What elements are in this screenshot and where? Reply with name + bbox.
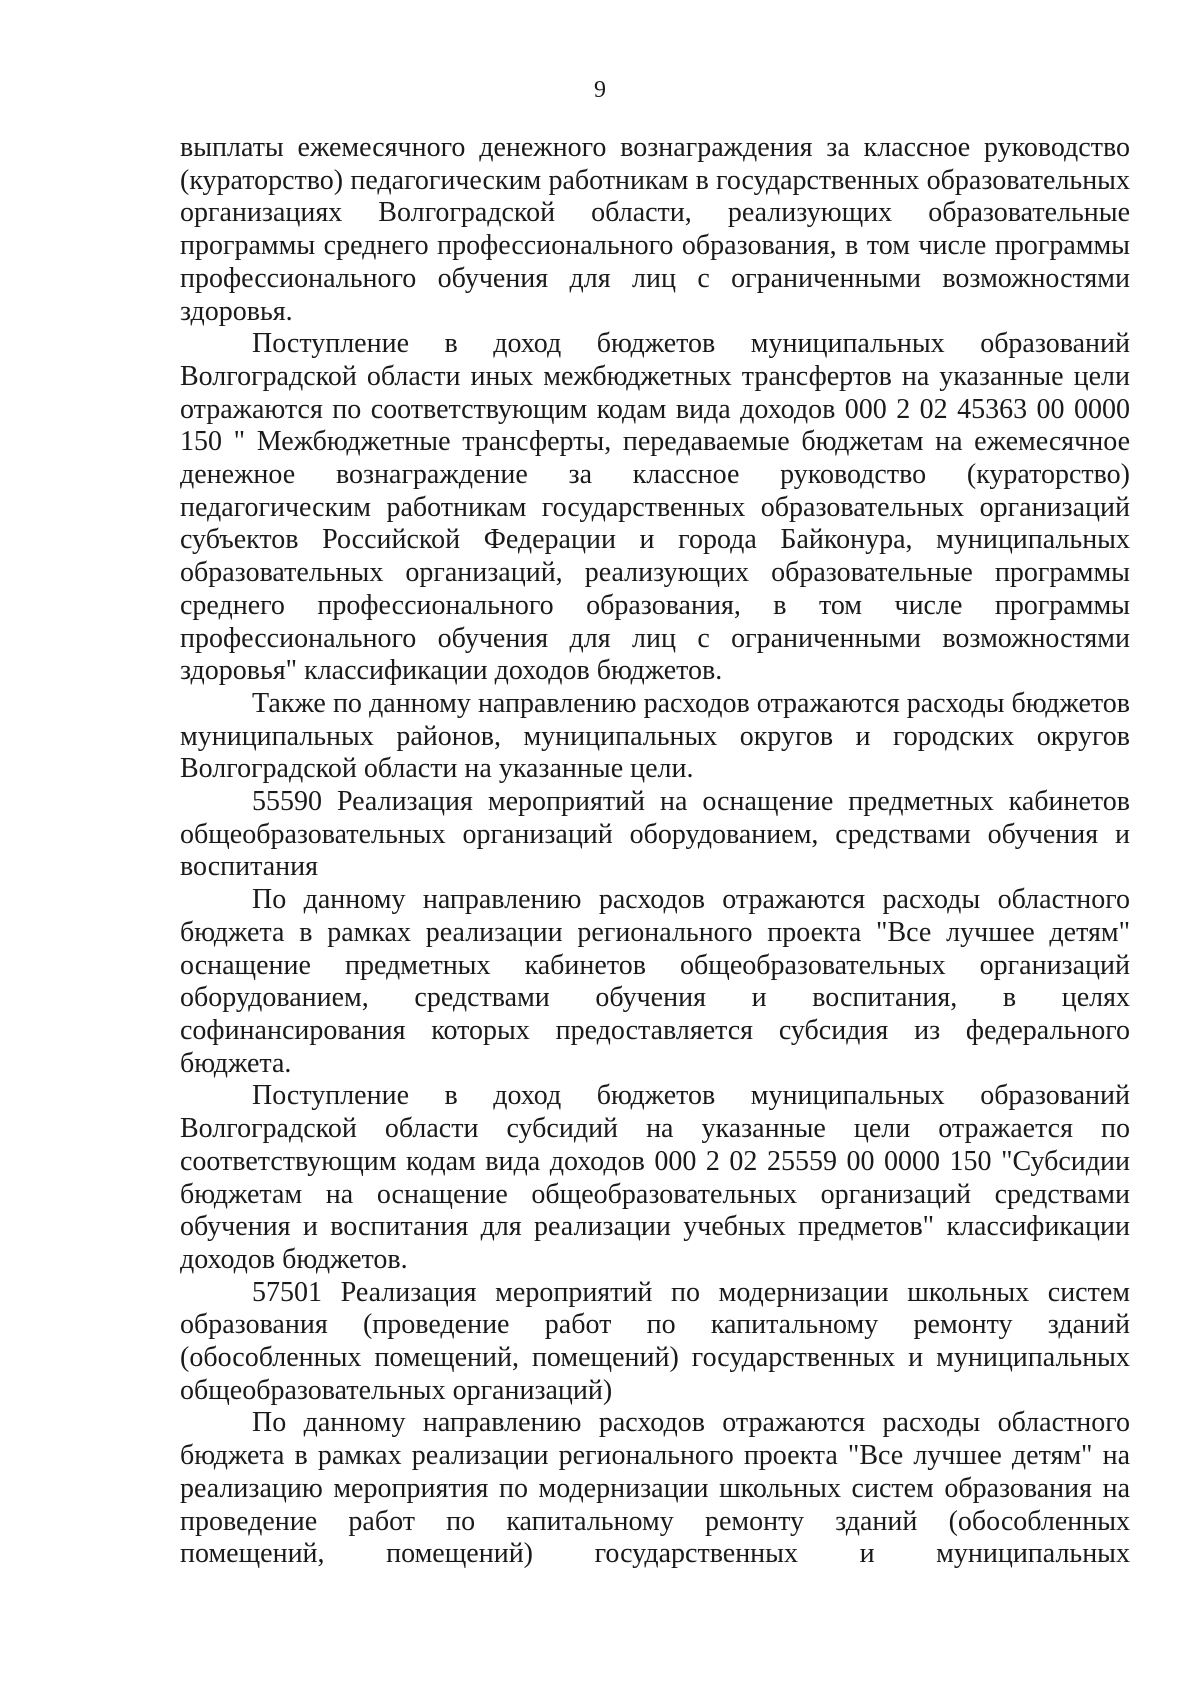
- paragraph-income-transfers-45363: Поступление в доход бюджетов муниципальных образований Волгоградской области иных межбюджетных трансфертов на указанные цели отражаются по соответствующим кодам вида доходов 000 2 02 45363 00 0000 150 " Межбюджетные трансферты, передаваемые бюджетам на ежемесячное денежное вознаграждение за классное руководство (кураторство) педагогическим работникам государственных образовательных организаций субъектов Российской Федерации и города Байконура, муниципальных образовательных организаций, реализующих образовательные программы среднего профессионального образования, в том числе программы профессионального обучения для лиц с ограниченными возможностями здоровья" классификации доходов бюджетов.: [180, 328, 1130, 687]
- paragraph-55590-description: По данному направлению расходов отражаются расходы областного бюджета в рамках реализации регионального проекта "Все лучшее детям" оснащение предметных кабинетов общеобразовательных организаций оборудованием, средствами обучения и воспитания, в целях софинансирования которых предоставляется субсидия из федерального бюджета.: [180, 884, 1130, 1079]
- paragraph-57501-description: По данному направлению расходов отражаются расходы областного бюджета в рамках реализации регионального проекта "Все лучшее детям" на реализацию мероприятия по модернизации школьных систем образования на проведение работ по капитальному ремонту зданий (обособленных помещений, помещений) государственных и муниципальных: [180, 1407, 1130, 1570]
- paragraph-income-subsidies-25559: Поступление в доход бюджетов муниципальных образований Волгоградской области субсидий на указанные цели отражается по соответствующим кодам вида доходов 000 2 02 25559 00 0000 150 "Субсидии бюджетам на оснащение общеобразовательных организаций средствами обучения и воспитания для реализации учебных предметов" классификации доходов бюджетов.: [180, 1080, 1130, 1275]
- paragraph-municipal-expenses: Также по данному направлению расходов отражаются расходы бюджетов муниципальных районов, муниципальных округов и городских округов Волгоградской области на указанные цели.: [180, 687, 1130, 785]
- paragraph-continuation: выплаты ежемесячного денежного вознаграждения за классное руководство (кураторство) педагогическим работникам в государственных образовательных организациях Волгоградской области, реализующих образовательные программы среднего профессионального образования, в том числе программы профессионального обучения для лиц с ограниченными возможностями здоровья.: [180, 132, 1130, 327]
- page-number: 9: [594, 77, 606, 103]
- document-body: [180, 132, 1130, 1571]
- heading-55590: 55590 Реализация мероприятий на оснащение предметных кабинетов общеобразовательных организаций оборудованием, средствами обучения и воспитания: [180, 786, 1130, 883]
- heading-57501: 57501 Реализация мероприятий по модернизации школьных систем образования (проведение работ по капитальному ремонту зданий (обособленных помещений, помещений) государственных и муниципальных общеобразовательных организаций): [180, 1276, 1130, 1406]
